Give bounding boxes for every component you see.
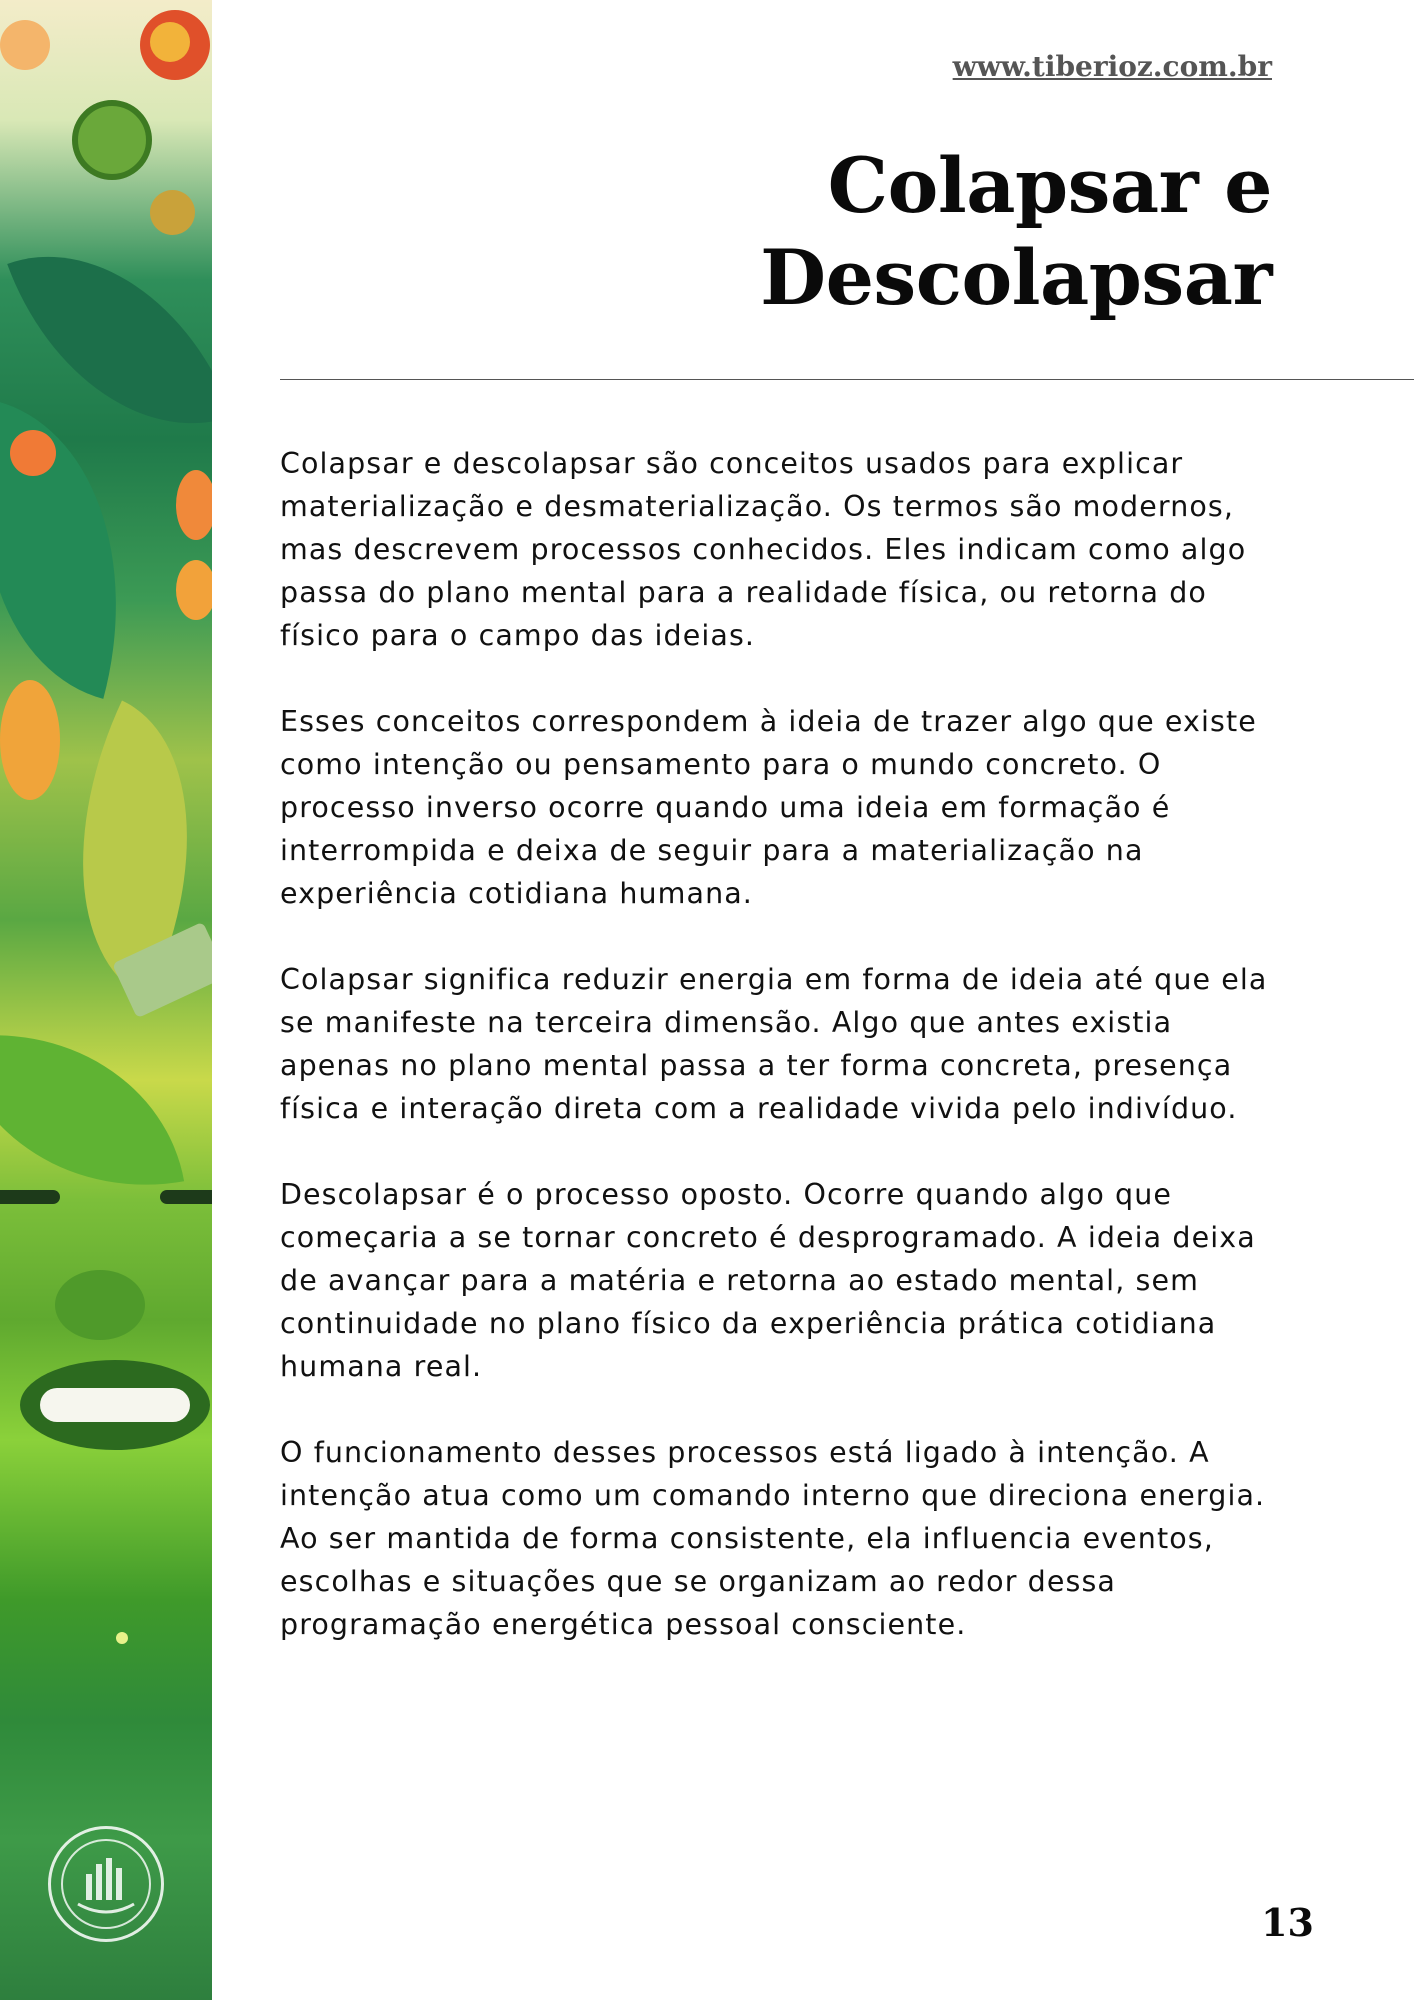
glow-dot xyxy=(116,1632,128,1644)
flower-decoration xyxy=(0,20,50,70)
paragraph: Colapsar e descolapsar são conceitos usados para explicar materialização e desmaterialização. Os termos são modernos, mas descrevem processos conhecidos. Eles indicam como algo passa do plano mental para a realidade física, ou retorna do físico para o campo das ideias. xyxy=(280,447,1247,652)
title-line-2: Descolapsar xyxy=(760,233,1272,322)
flower-decoration xyxy=(10,430,56,476)
paragraph: Esses conceitos correspondem à ideia de trazer algo que existe como intenção ou pensamento para o mundo concreto. O processo inverso ocorre quando uma ideia em formação é interrompida e deixa de seguir para a materialização na experiência cotidiana humana. xyxy=(280,705,1257,910)
face-nose xyxy=(55,1270,145,1340)
page-title xyxy=(572,140,1272,324)
page-number: 13 xyxy=(1261,1900,1314,1945)
paragraph: Colapsar significa reduzir energia em forma de ideia até que ela se manifeste na terceira dimensão. Algo que antes existia apenas no plano mental passa a ter forma concreta, presença física e interação direta com a realidade vivida pelo indivíduo. xyxy=(280,963,1268,1125)
face-eye xyxy=(160,1190,212,1204)
flower-decoration xyxy=(0,680,60,800)
face-teeth xyxy=(40,1388,190,1422)
website-link[interactable]: www.tiberioz.com.br xyxy=(952,50,1272,83)
paragraph: O funcionamento desses processos está ligado à intenção. A intenção atua como um comando interno que direciona energia. Ao ser mantida de forma consistente, ela influencia eventos, escolhas e situações que se organizam ao redor dessa programação energética pessoal consciente. xyxy=(280,1436,1266,1641)
flower-decoration xyxy=(150,22,190,62)
face-eye xyxy=(0,1190,60,1204)
title-divider xyxy=(280,379,1414,380)
leaf-decoration xyxy=(0,1004,184,1216)
flower-decoration xyxy=(176,470,212,540)
flower-decoration xyxy=(176,560,212,620)
brand-logo xyxy=(48,1826,164,1942)
paragraph: Descolapsar é o processo oposto. Ocorre quando algo que começaria a se tornar concreto é desprogramado. A ideia deixa de avançar para a matéria e retorna ao estado mental, sem continuidade no plano físico da experiência prática cotidiana humana real. xyxy=(280,1178,1256,1383)
side-illustration xyxy=(0,0,212,2000)
seed-decoration xyxy=(72,100,152,180)
title-line-1: Colapsar e xyxy=(827,141,1272,230)
body-text xyxy=(280,442,1280,1689)
logo-emblem-icon xyxy=(56,1834,156,1934)
seed-decoration xyxy=(150,190,195,235)
